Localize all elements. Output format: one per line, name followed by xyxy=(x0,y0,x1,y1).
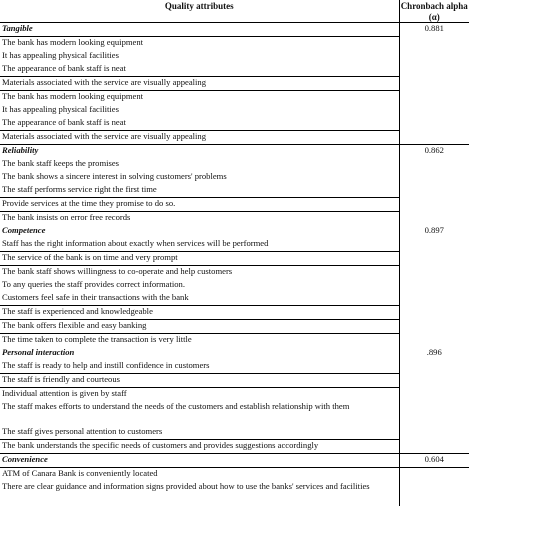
attribute-item: The bank staff keeps the promises xyxy=(0,158,399,171)
table-row xyxy=(0,117,469,131)
attribute-item: The service of the bank is on time and very prompt xyxy=(0,252,399,266)
attribute-item: The appearance of bank staff is neat xyxy=(0,117,399,131)
table-row xyxy=(0,481,469,506)
table-row xyxy=(0,292,469,306)
table-row xyxy=(0,374,469,388)
table-row xyxy=(0,198,469,212)
attribute-item: The time taken to complete the transaction is very little xyxy=(0,334,399,348)
section-alpha: 0.862 xyxy=(424,145,444,156)
section-alpha: 0.881 xyxy=(424,23,444,34)
attribute-item: Materials associated with the service are visually appealing xyxy=(0,131,399,145)
section-name: Reliability xyxy=(0,145,399,159)
attribute-item: The staff is friendly and courteous xyxy=(0,374,399,388)
section-row-tangible xyxy=(0,23,469,37)
table-header-row xyxy=(0,0,469,23)
table-row xyxy=(0,252,469,266)
table-row xyxy=(0,306,469,320)
section-alpha: 0.897 xyxy=(424,225,444,236)
table-row xyxy=(0,266,469,280)
section-name: Convenience xyxy=(0,454,399,468)
attribute-item: Individual attention is given by staff xyxy=(0,388,399,402)
section-name: Competence xyxy=(0,225,399,238)
attribute-item: The bank insists on error free records xyxy=(0,212,399,226)
table-row xyxy=(0,238,469,252)
header-quality-attributes: Quality attributes xyxy=(0,0,399,23)
table-row xyxy=(0,212,469,226)
attribute-item: The appearance of bank staff is neat xyxy=(0,63,399,77)
attribute-item: The bank offers flexible and easy banking xyxy=(0,320,399,334)
attribute-item: The bank shows a sincere interest in solving customers' problems xyxy=(0,171,399,184)
table-row xyxy=(0,91,469,105)
table-row xyxy=(0,468,469,482)
header-cronbach-alpha: Chronbach alpha (α) xyxy=(400,1,468,22)
table-row xyxy=(0,37,469,51)
attribute-item: The staff makes efforts to understand the needs of the customers and establish relationship with them xyxy=(0,401,399,426)
table-row xyxy=(0,279,469,292)
section-row-convenience xyxy=(0,454,469,468)
attribute-item: The bank has modern looking equipment xyxy=(0,37,399,51)
attribute-item: To any queries the staff provides correct information. xyxy=(0,279,399,292)
section-name: Personal interaction xyxy=(0,347,399,360)
table-row xyxy=(0,360,469,374)
table-row xyxy=(0,401,469,426)
attribute-item: Staff has the right information about exactly when services will be performed xyxy=(0,238,399,252)
table-row xyxy=(0,171,469,184)
table-row xyxy=(0,440,469,454)
attribute-item: Materials associated with the service are visually appealing xyxy=(0,77,399,91)
attribute-item: The staff gives personal attention to customers xyxy=(0,426,399,440)
attribute-item: There are clear guidance and information signs provided about how to use the banks' services and facilities xyxy=(0,481,399,506)
attribute-item: It has appealing physical facilities xyxy=(0,50,399,63)
table-row xyxy=(0,426,469,440)
table-row xyxy=(0,131,469,145)
section-row-reliability xyxy=(0,145,469,159)
attribute-item: The staff is ready to help and instill confidence in customers xyxy=(0,360,399,374)
table-row xyxy=(0,50,469,63)
table-row xyxy=(0,158,469,171)
attribute-item: The bank understands the specific needs of customers and provides suggestions accordingly xyxy=(0,440,399,454)
table-row xyxy=(0,63,469,77)
attribute-item: Provide services at the time they promise to do so. xyxy=(0,198,399,212)
attribute-item: ATM of Canara Bank is conveniently located xyxy=(0,468,399,482)
table-row xyxy=(0,104,469,117)
table-row xyxy=(0,184,469,198)
table-row xyxy=(0,77,469,91)
section-row-personal-interaction xyxy=(0,347,469,360)
attribute-item: Customers feel safe in their transactions with the bank xyxy=(0,292,399,306)
section-alpha: 0.604 xyxy=(399,454,469,468)
table-row xyxy=(0,388,469,402)
section-alpha: .896 xyxy=(426,347,442,358)
attribute-item: The staff is experienced and knowledgeable xyxy=(0,306,399,320)
attribute-item: The staff performs service right the first time xyxy=(0,184,399,198)
section-row-competence xyxy=(0,225,469,238)
attribute-item: The bank has modern looking equipment xyxy=(0,91,399,105)
attribute-item: The bank staff shows willingness to co-operate and help customers xyxy=(0,266,399,280)
table-row xyxy=(0,334,469,348)
attribute-item: It has appealing physical facilities xyxy=(0,104,399,117)
section-name: Tangible xyxy=(0,23,399,37)
table-row xyxy=(0,320,469,334)
